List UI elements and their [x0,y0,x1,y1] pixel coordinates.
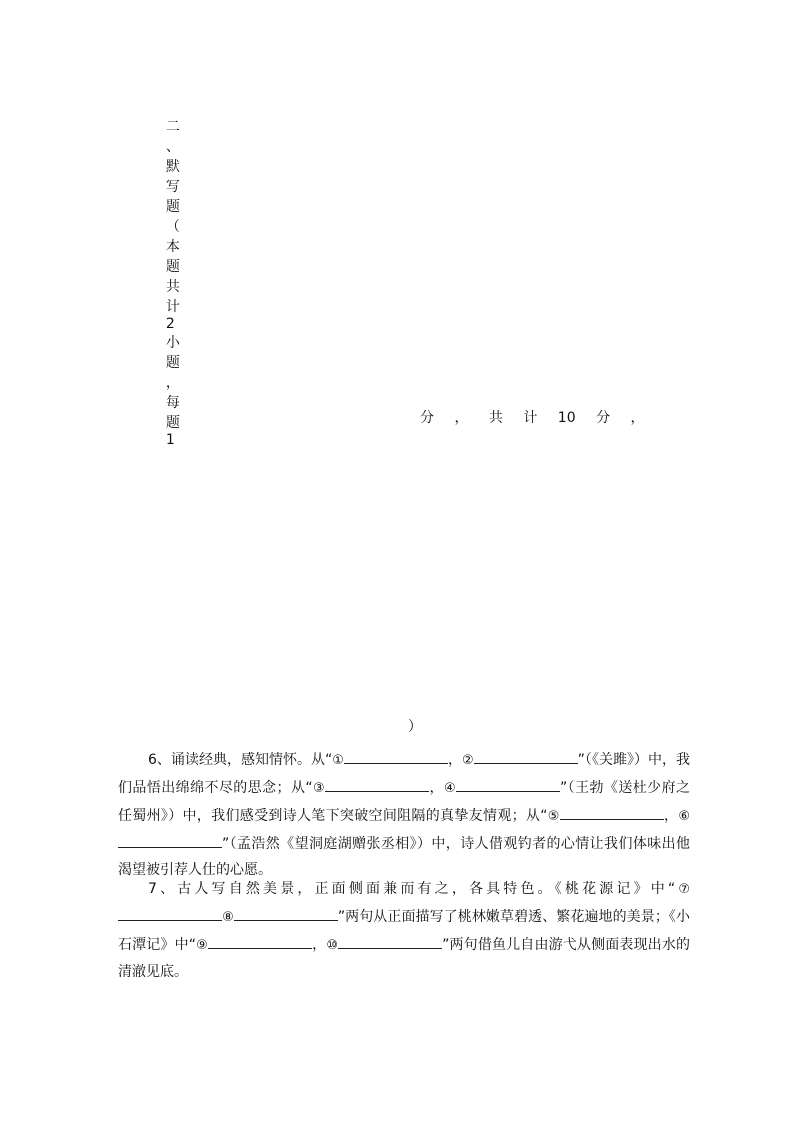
blank-marker-4: ④ [443,781,457,796]
heading-char: ， [165,375,180,391]
q7-after-10: ”两句借鱼儿自由游弋从侧面表现出水的清澈见底。 [118,937,690,980]
q6-after-4: ”（王勃《送杜少府之任蜀州》）中，我们感受到诗人笔下突破空间阻隔的真挚友情观；从“ [118,780,690,824]
blank-marker-3: ③ [312,781,326,796]
section-heading-line-1 [148,100,218,464]
q6-after-6: ”（孟浩然《望洞庭湖赠张丞相》）中，诗人借观钓者的心情让我们体味出他渴望被引荐人仕的心愿。 [118,836,690,878]
heading-char: （ [165,219,180,235]
blank-marker-1: ① [332,753,344,768]
q6-intro: 6、诵读经典，感知情怀。从“ [148,752,333,768]
heading-char: 2 [165,316,175,332]
answer-blank-9[interactable] [208,931,312,949]
section-heading-line-2: 分 ， 共 计 10 分 ， [420,410,645,426]
blank-marker-8: ⑧ [222,910,234,925]
blank-marker-6: ⑥ [678,809,691,824]
heading-char: 计 [165,299,180,315]
heading-char: 、 [165,139,180,155]
blank-marker-10: ⑩ [326,938,339,953]
heading-char: 小 [165,335,180,351]
question-7 [118,876,690,985]
q6-sep-3: ， [429,780,444,796]
heading-char: 本 [165,239,180,255]
question-6 [118,746,690,883]
q7-after-8: ”两句从正面描写了桃林嫩草碧透、繁花遍地的美景；《小石潭记》中“ [118,909,690,953]
answer-blank-6[interactable] [118,830,222,848]
q7-sep-9: ， [312,937,327,953]
answer-blank-5[interactable] [560,802,664,820]
heading-char: 1 [165,432,175,448]
heading-char: 默 [165,159,180,175]
heading-char: 题 [165,199,180,215]
heading-char: 题 [165,355,180,371]
heading-char: 题 [165,415,180,431]
blank-marker-5: ⑤ [547,809,560,824]
q6-sep-5: ， [663,808,679,824]
heading-char: 每 [165,395,180,411]
heading-char: 二 [165,119,180,135]
blank-marker-9: ⑨ [196,938,208,953]
answer-blank-7[interactable] [118,903,222,921]
section-heading-line-3: ） [408,719,422,735]
heading-char: 共 [165,279,180,295]
q6-after-2: ”（《关雎》）中，我们品悟出绵绵不尽的思念；从“ [118,752,691,796]
answer-blank-3[interactable] [325,774,429,792]
answer-blank-10[interactable] [338,931,442,949]
q6-sep-1: ， [447,752,462,768]
answer-blank-8[interactable] [234,903,338,921]
answer-blank-1[interactable] [344,746,448,764]
question-6-text [118,746,690,883]
answer-blank-2[interactable] [474,746,578,764]
question-7-text [118,876,690,985]
heading-char: 写 [165,179,180,195]
q7-intro: 7、古人写自然美景，正面侧面兼而有之，各具特色。《桃花源记》中“ [148,881,676,897]
blank-marker-2: ② [462,753,474,768]
blank-marker-7: ⑦ [675,882,690,897]
answer-blank-4[interactable] [456,774,560,792]
heading-char: 题 [165,259,180,275]
